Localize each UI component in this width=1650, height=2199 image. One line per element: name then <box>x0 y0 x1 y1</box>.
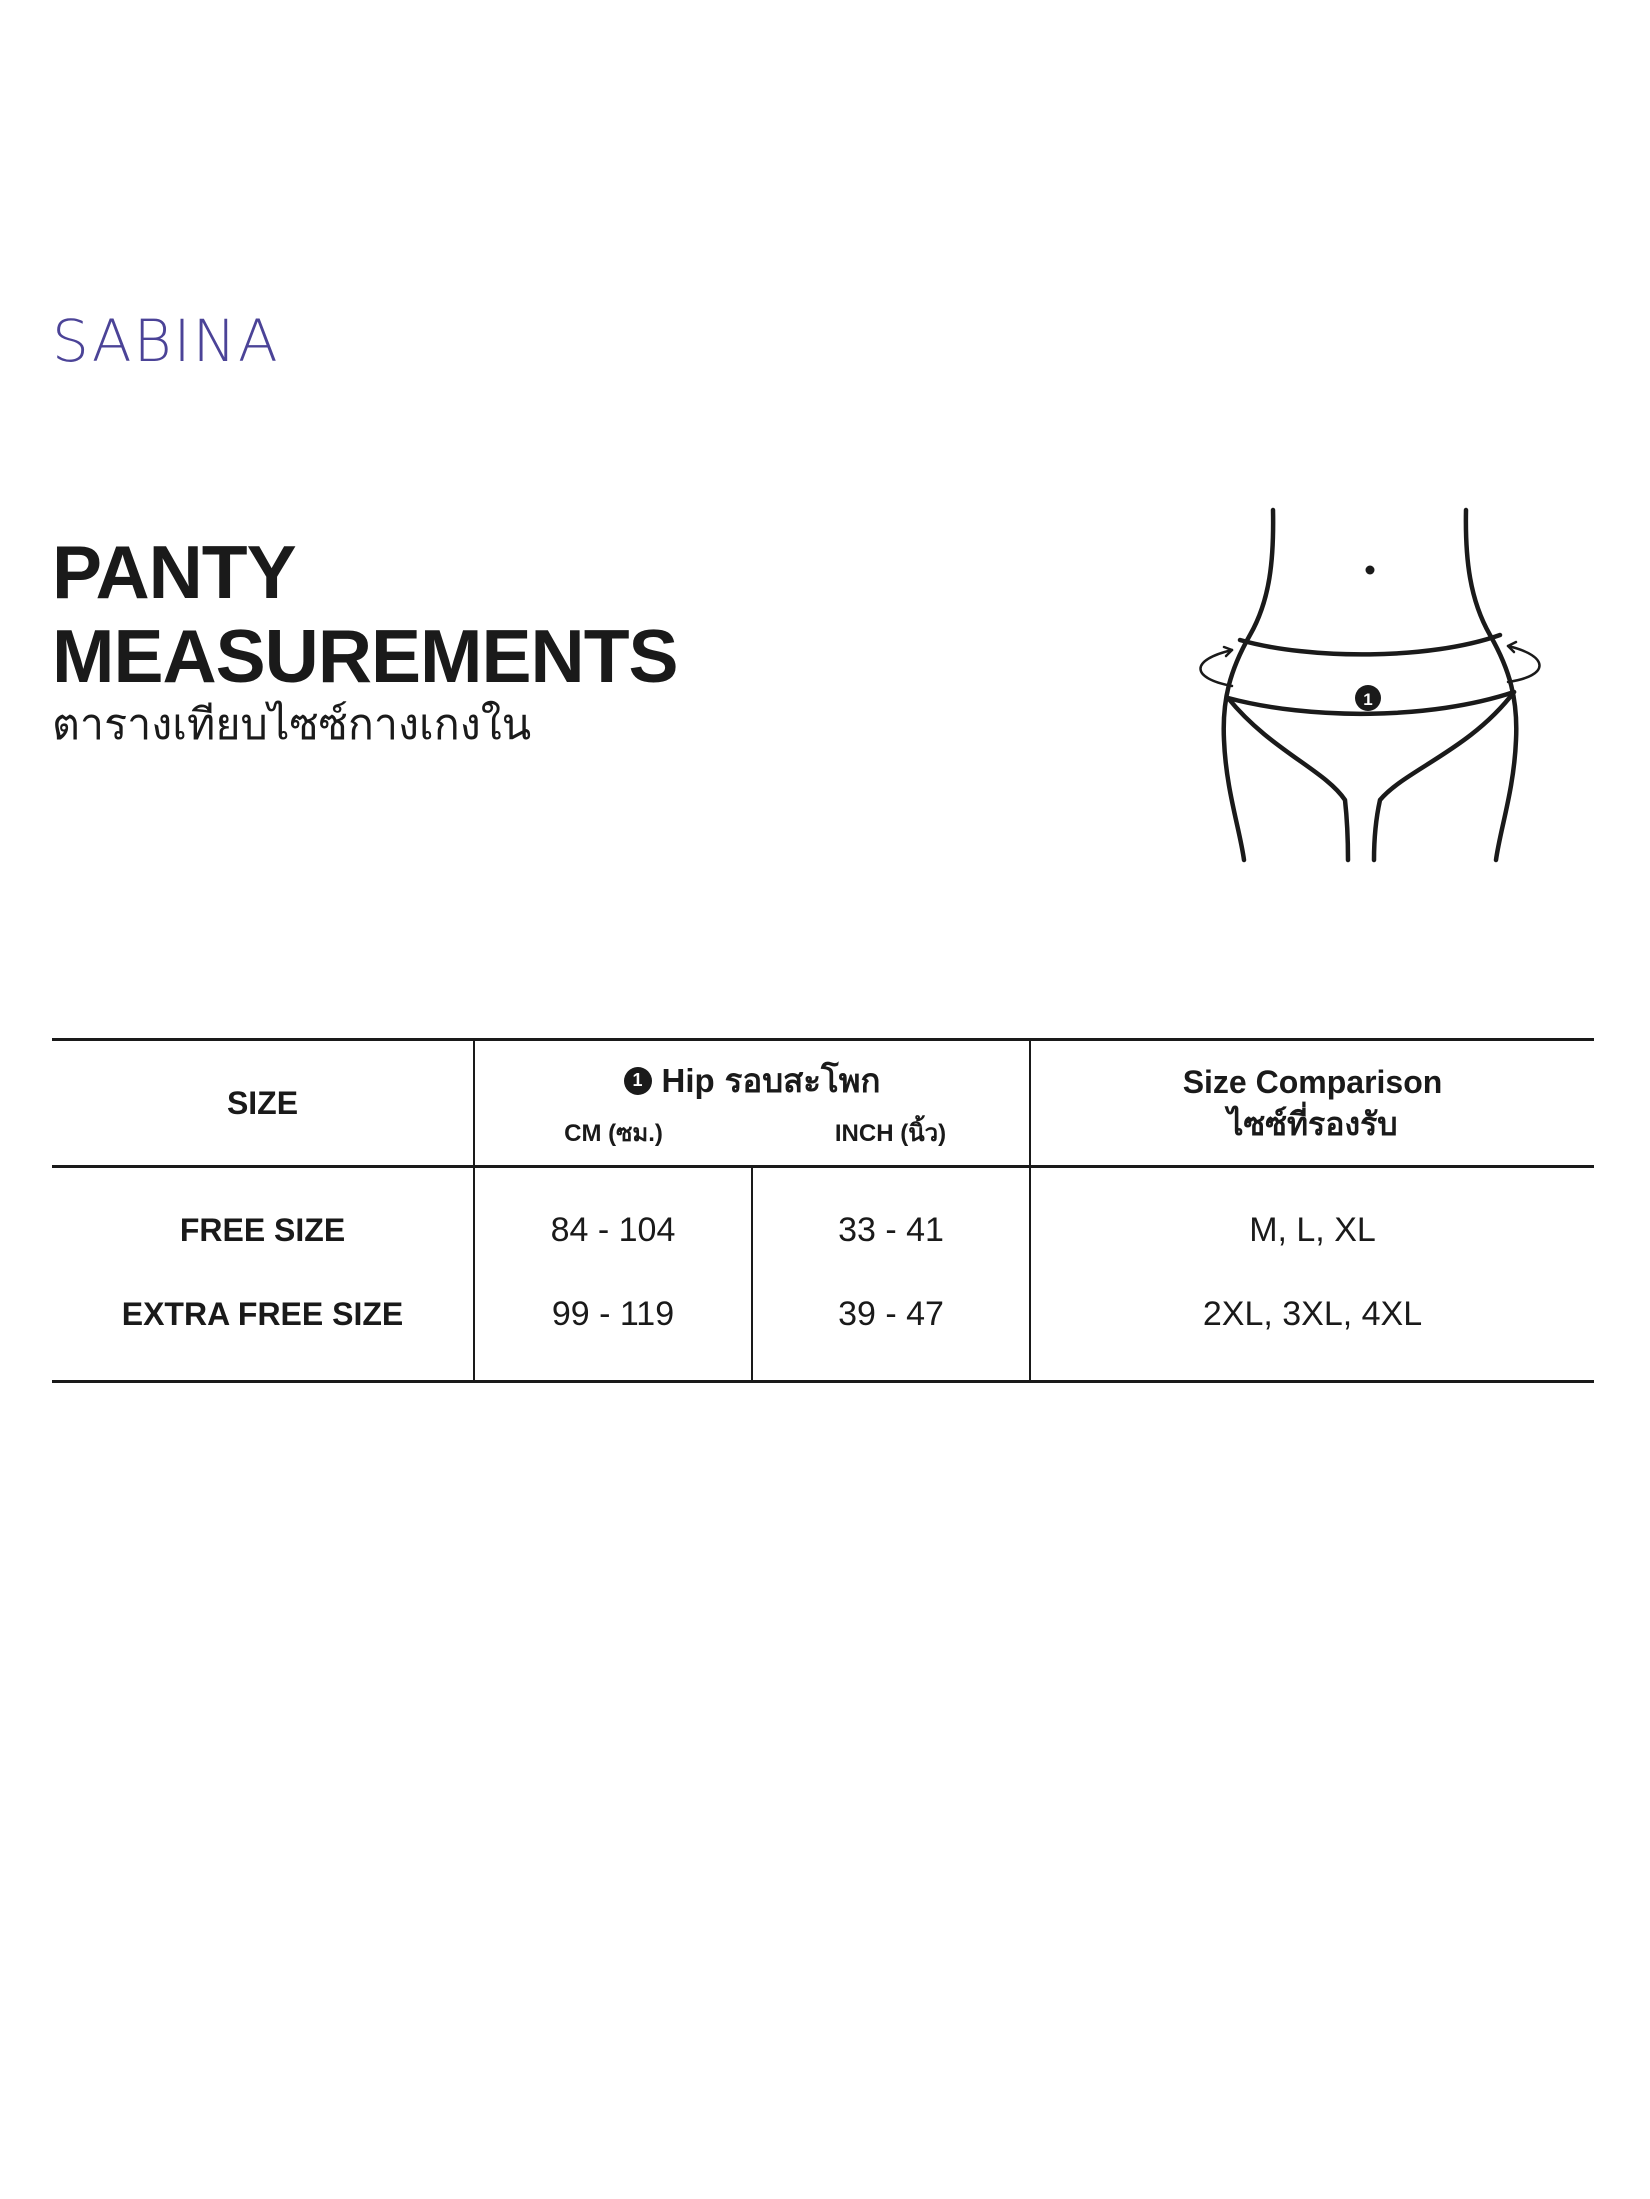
comparison-label-th: ไซซ์ที่รองรับ <box>1227 1106 1398 1142</box>
table-header-row <box>52 1040 1594 1167</box>
size-chart-table <box>52 1038 1594 1383</box>
left-leg-opening <box>1228 698 1348 860</box>
navel-dot <box>1366 566 1375 575</box>
row-comparison: 2XL, 3XL, 4XL <box>1030 1252 1594 1382</box>
header-comparison <box>1030 1040 1594 1167</box>
unit-inch: INCH (นิ้ว) <box>834 1120 947 1147</box>
row-cm: 99 - 119 <box>474 1252 752 1382</box>
right-leg-opening <box>1374 692 1514 860</box>
right-body-outline <box>1466 510 1516 860</box>
title-line-2: MEASUREMENTS <box>52 614 678 698</box>
measure-marker-number: 1 <box>1363 690 1373 709</box>
header-size: SIZE <box>52 1040 474 1167</box>
row-inch: 33 - 41 <box>752 1167 1030 1253</box>
header-hip <box>474 1040 1030 1167</box>
brand-logo: SABINA <box>52 307 280 375</box>
page-subtitle: ตารางเทียบไซซ์กางเกงใน <box>52 700 532 750</box>
table-row <box>52 1167 1594 1253</box>
hip-label-th: รอบสะโพก <box>724 1062 881 1099</box>
hip-label-en: Hip <box>661 1061 715 1099</box>
page-title <box>52 530 678 698</box>
row-comparison: M, L, XL <box>1030 1167 1594 1253</box>
hip-marker-icon: 1 <box>624 1067 652 1095</box>
hip-measurement-illustration <box>1180 500 1560 870</box>
table-row <box>52 1252 1594 1382</box>
row-size: EXTRA FREE SIZE <box>52 1252 474 1382</box>
title-line-1: PANTY <box>52 530 296 614</box>
comparison-label-en: Size Comparison <box>1182 1064 1443 1100</box>
row-cm: 84 - 104 <box>474 1167 752 1253</box>
waistband-top <box>1240 635 1500 654</box>
row-inch: 39 - 47 <box>752 1252 1030 1382</box>
row-size: FREE SIZE <box>179 1211 346 1248</box>
unit-cm: CM (ซม.) <box>564 1120 663 1147</box>
